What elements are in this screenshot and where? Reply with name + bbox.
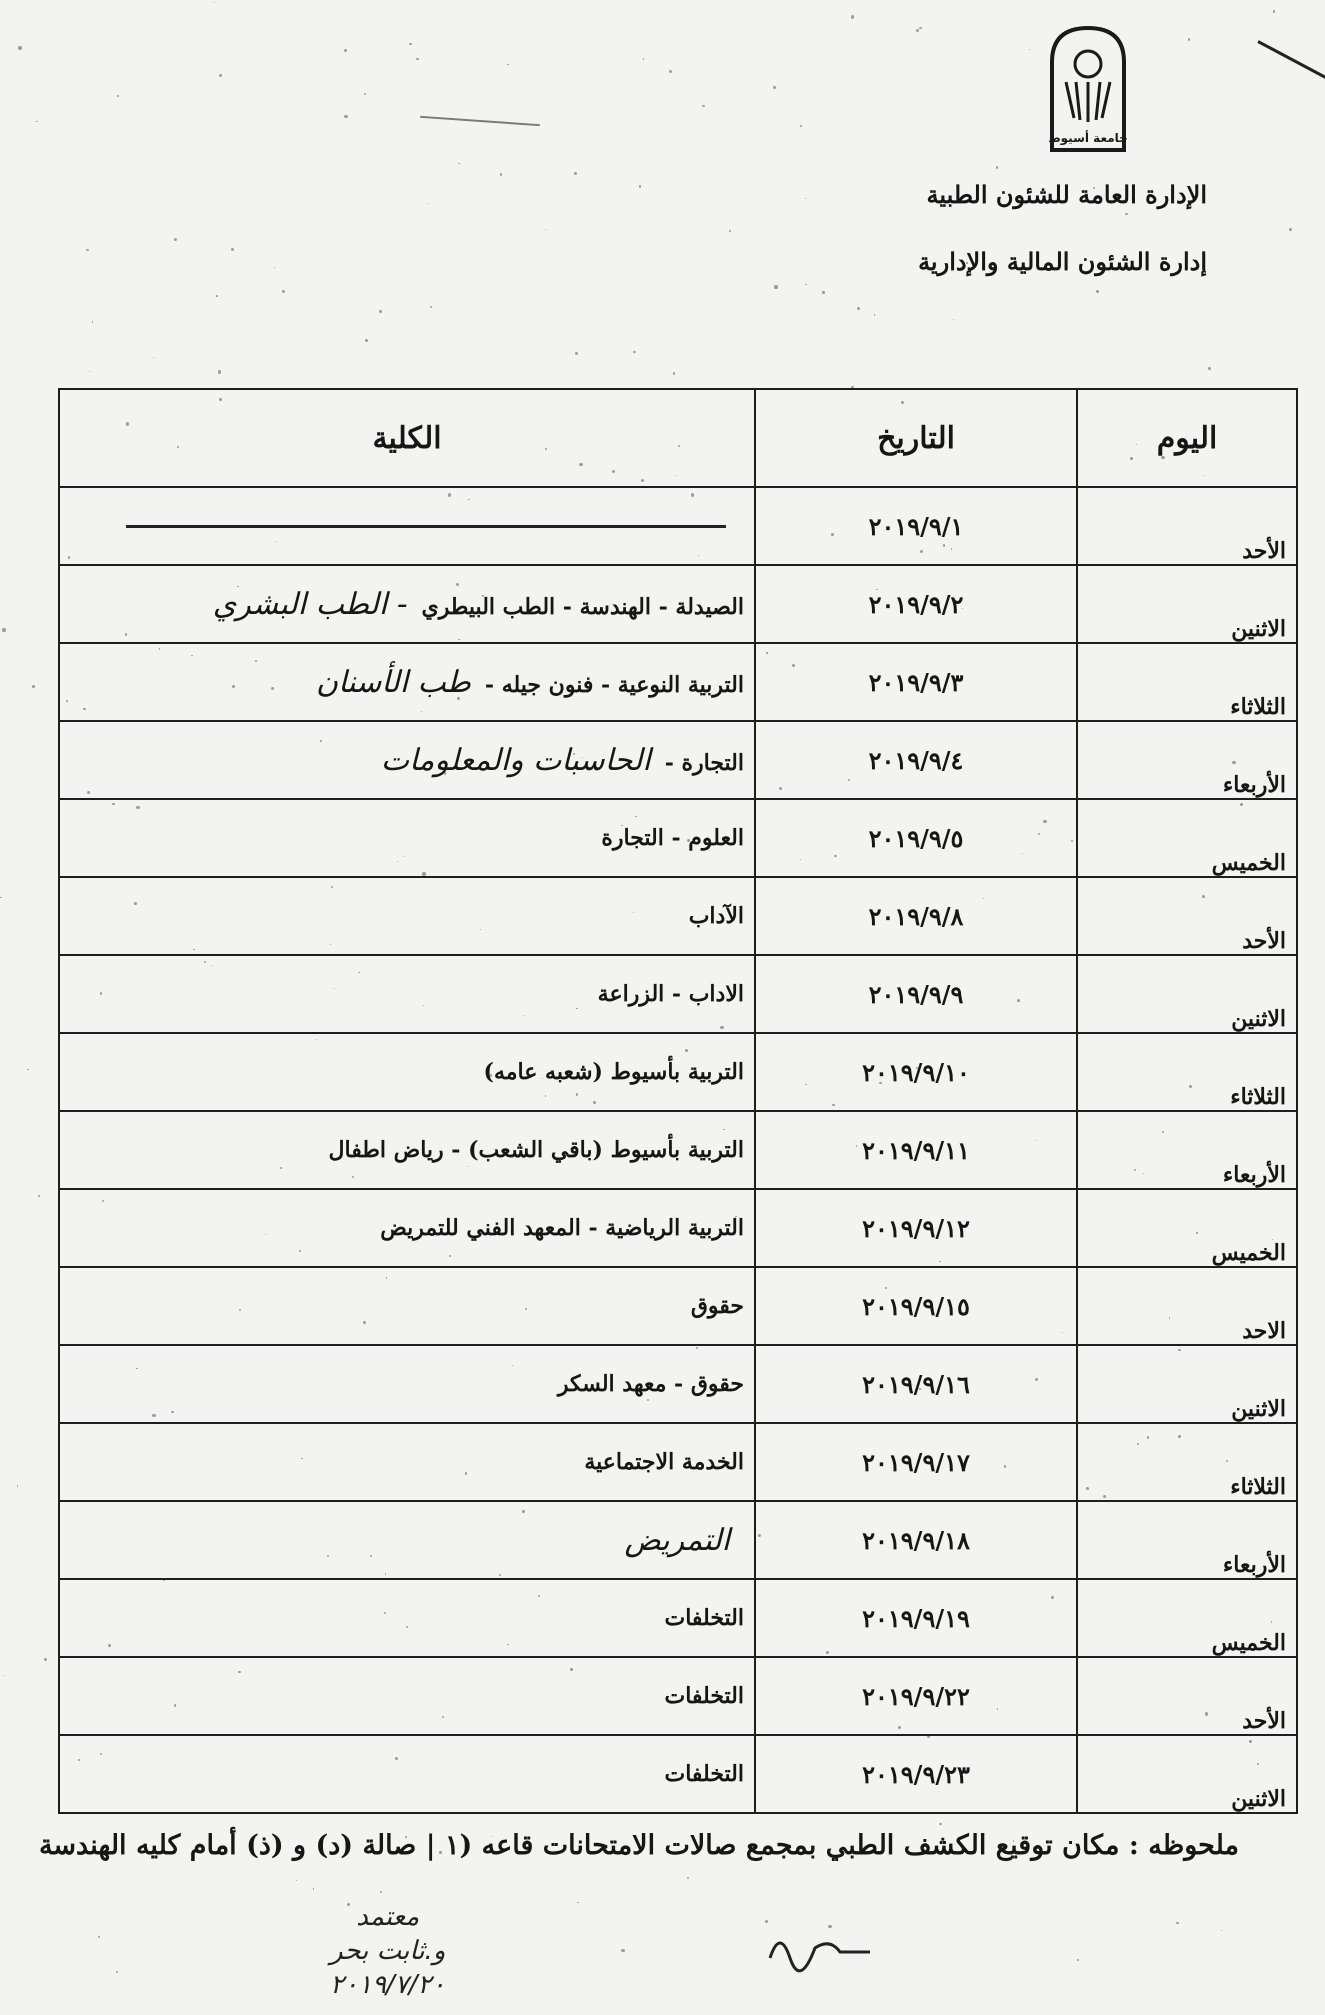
scan-speck [574,172,577,175]
row-faculty-cell [59,565,755,643]
scan-speck [379,310,381,312]
scan-speck [44,1658,47,1661]
scan-speck [500,173,503,176]
row-day: الثلاثاء [1077,643,1297,721]
table-row [59,1579,1297,1657]
scan-speck [857,307,860,310]
row-date: ٢٠١٩/٩/١١ [755,1111,1077,1189]
scan-speck [919,27,922,30]
blank-line [126,525,726,528]
row-day: الأحد [1077,877,1297,955]
table-row [59,877,1297,955]
row-date: ٢٠١٩/٩/٨ [755,877,1077,955]
scan-speck [36,121,38,123]
table-row [59,643,1297,721]
scan-speck [38,1195,40,1197]
row-date: ٢٠١٩/٩/٢٢ [755,1657,1077,1735]
scan-speck [577,1902,578,1903]
scan-speck [27,1069,28,1070]
scan-speck [274,267,275,268]
row-day: الثلاثاء [1077,1423,1297,1501]
scan-speck [89,371,90,372]
scan-speck [545,229,546,230]
row-faculty: التربية بأسيوط (شعبه عامه) [483,1059,744,1085]
row-faculty-cell [59,1579,755,1657]
scan-speck [1289,228,1292,231]
row-faculty-cell [59,1111,755,1189]
scan-speck [17,1485,18,1486]
scan-speck [874,314,876,316]
row-date: ٢٠١٩/٩/١٩ [755,1579,1077,1657]
row-day: الثلاثاء [1077,1033,1297,1111]
row-faculty: الاداب - الزراعة [597,981,744,1007]
row-day: الاثنين [1077,955,1297,1033]
row-faculty: التجارة - [664,749,744,776]
scan-speck [214,2,215,3]
scan-speck [18,46,21,49]
row-day: الأربعاء [1077,1111,1297,1189]
row-date: ٢٠١٩/٩/١٦ [755,1345,1077,1423]
row-faculty: التخلفات [664,1683,744,1709]
row-day: الاثنين [1077,1345,1297,1423]
table-body [59,487,1297,1813]
scan-speck [851,15,854,18]
scan-speck [575,352,578,355]
scan-speck [231,248,234,251]
signature-line-3: ٢٠١٩/٧/٢٠ [330,1970,446,2000]
scan-speck [365,339,368,342]
row-faculty-cell [59,1033,755,1111]
table-row [59,1423,1297,1501]
row-faculty-cell [59,487,755,565]
scan-speck [800,125,802,127]
row-faculty-handwritten: الحاسبات والمعلومات [380,742,651,778]
header-line-1: الإدارة العامة للشئون الطبية [926,180,1207,209]
row-faculty: الصيدلة - الهندسة - الطب البيطري [421,593,744,620]
row-faculty: حقوق - معهد السكر [557,1371,744,1397]
scan-speck [1077,1959,1079,1961]
scan-speck [313,1888,315,1890]
scan-speck [687,1877,689,1879]
scan-speck [507,64,509,66]
scan-speck [430,306,432,308]
scan-speck [117,95,119,97]
scan-speck [1029,49,1030,50]
row-faculty-cell [59,799,755,877]
scan-speck [621,1949,624,1952]
scan-speck [409,43,411,45]
table-header-row [59,389,1297,487]
row-faculty: العلوم - التجارة [601,825,744,851]
header-line-2: إدارة الشئون المالية والإدارية [918,247,1207,276]
scan-speck [0,897,2,899]
row-day: الأحد [1077,487,1297,565]
row-faculty-handwritten: - الطب البشري [212,586,408,622]
scan-speck [4,1675,5,1676]
table-row [59,1501,1297,1579]
row-faculty-cell [59,1189,755,1267]
row-date: ٢٠١٩/٩/١٥ [755,1267,1077,1345]
table-row [59,1111,1297,1189]
row-faculty-cell [59,721,755,799]
table-row [59,1189,1297,1267]
row-faculty-cell [59,1735,755,1813]
scan-speck [702,105,705,108]
scan-speck [805,198,806,199]
row-faculty: التخلفات [664,1761,744,1787]
scan-speck [98,1936,100,1938]
scan-speck [174,238,177,241]
row-day: الأربعاء [1077,721,1297,799]
document-header [918,180,1207,314]
scan-speck [805,284,807,286]
table-row [59,799,1297,877]
scan-speck [1221,1930,1222,1931]
row-faculty-cell [59,643,755,721]
scan-speck [953,319,954,320]
row-day: الاثنين [1077,1735,1297,1813]
table-row [59,1345,1297,1423]
row-day: الخميس [1077,1189,1297,1267]
row-faculty-cell [59,1501,755,1579]
scan-speck [774,285,777,288]
table-row [59,1657,1297,1735]
scan-stroke [1257,40,1325,79]
scan-speck [2,628,5,631]
scan-speck [380,1891,382,1893]
row-faculty-cell [59,1345,755,1423]
scan-speck [216,295,218,297]
table-row [59,721,1297,799]
row-day: الأربعاء [1077,1501,1297,1579]
row-faculty-cell [59,877,755,955]
scan-speck [643,58,644,59]
row-faculty: التخلفات [664,1605,744,1631]
scan-speck [344,115,347,118]
scan-speck [1208,367,1211,370]
table-row [59,1267,1297,1345]
row-date: ٢٠١٩/٩/١٢ [755,1189,1077,1267]
row-date: ٢٠١٩/٩/٢٣ [755,1735,1077,1813]
row-faculty-cell [59,1657,755,1735]
scan-speck [1188,38,1190,40]
table-row [59,1735,1297,1813]
header-faculty: الكلية [59,389,755,487]
row-date: ٢٠١٩/٩/١٨ [755,1501,1077,1579]
scan-speck [773,86,776,89]
approval-signature [330,1900,445,2002]
scan-speck [86,249,88,251]
row-date: ٢٠١٩/٩/٤ [755,721,1077,799]
university-logo [1042,22,1134,152]
scan-speck [1176,1922,1178,1924]
row-faculty-handwritten: طب الأسنان [316,664,471,700]
scan-speck [32,685,35,688]
scan-speck [673,372,676,375]
scan-speck [729,230,731,232]
scan-speck [633,351,635,353]
row-date: ٢٠١٩/٩/١٠ [755,1033,1077,1111]
scan-speck [1273,10,1276,13]
scan-speck [116,1971,118,1973]
row-day: الاحد [1077,1267,1297,1345]
table-row [59,487,1297,565]
scan-speck [939,1823,942,1826]
row-faculty: التربية بأسيوط (باقي الشعب) - رياض اطفال [328,1137,744,1163]
header-day: اليوم [1077,389,1297,487]
row-day: الخميس [1077,799,1297,877]
scan-speck [822,291,824,293]
row-faculty: حقوق [690,1293,744,1319]
scan-speck [364,93,366,95]
scan-speck [416,58,419,61]
scan-speck [153,357,154,358]
row-day: الاثنين [1077,565,1297,643]
row-faculty-handwritten: التمريض [624,1522,730,1558]
row-faculty: الخدمة الاجتماعية [584,1449,744,1475]
row-faculty-cell [59,1423,755,1501]
scan-speck [996,166,999,169]
row-date: ٢٠١٩/٩/٢ [755,565,1077,643]
row-faculty: الآداب [688,903,744,929]
row-faculty: التربية الرياضية - المعهد الفني للتمريض [380,1215,744,1241]
row-date: ٢٠١٩/٩/٣ [755,643,1077,721]
signature-line-1: معتمد [356,1902,420,1932]
scan-speck [344,49,347,52]
row-date: ٢٠١٩/٩/٥ [755,799,1077,877]
scan-speck [669,70,672,73]
scan-speck [218,370,221,373]
exam-schedule-table [58,388,1298,1814]
row-faculty-cell [59,1267,755,1345]
note-text: ملحوظه : مكان توقيع الكشف الطبي بمجمع صالات الامتحانات قاعه (١ | صالة (د) و (ذ) أمام كليه الهندسة [38,1830,1239,1861]
scan-speck [916,29,919,32]
row-date: ٢٠١٩/٩/١٧ [755,1423,1077,1501]
header-date: التاريخ [755,389,1077,487]
table-row [59,955,1297,1033]
logo-text: جامعة أسيوط [1048,131,1128,145]
scan-speck [639,185,642,188]
scan-mark [420,116,540,126]
signature-line-2: و.ثابت بحر [330,1936,446,1966]
table-row [59,1033,1297,1111]
row-day: الأحد [1077,1657,1297,1735]
row-day: الخميس [1077,1579,1297,1657]
scan-speck [458,163,459,164]
row-date: ٢٠١٩/٩/٩ [755,955,1077,1033]
scan-speck [296,1880,297,1881]
row-date: ٢٠١٩/٩/١ [755,487,1077,565]
scan-speck [92,321,93,322]
scan-speck [219,74,222,77]
table-row [59,565,1297,643]
row-faculty: التربية النوعية - فنون جيله - [484,671,744,698]
row-faculty-cell [59,955,755,1033]
scan-speck [282,290,285,293]
scan-speck [427,203,428,204]
signature-scribble [760,1918,880,1978]
